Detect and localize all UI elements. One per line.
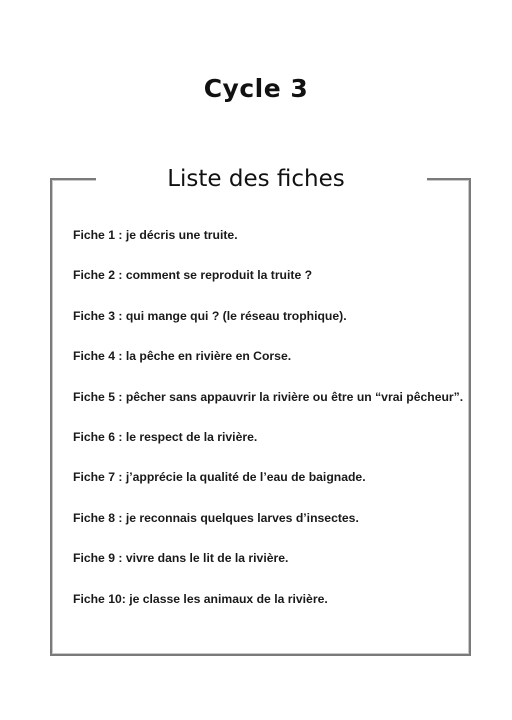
fiche-item-2: Fiche 2 : comment se reproduit la truite ?	[73, 268, 313, 283]
fiche-item-1: Fiche 1 : je décris une truite.	[73, 228, 238, 242]
fiche-list	[73, 226, 493, 630]
fiche-list-heading: Liste des fiches	[167, 166, 345, 192]
fiche-item-8: Fiche 8 : je reconnais quelques larves d’insectes.	[73, 510, 359, 525]
frame-left-shadow	[52, 180, 53, 654]
fiche-item-3: Fiche 3 : qui mange qui ? (le réseau trophique).	[73, 308, 347, 323]
frame-bottom-shadow	[52, 653, 469, 654]
fiche-item-6: Fiche 6 : le respect de la rivière.	[73, 429, 258, 444]
fiche-item-7: Fiche 7 : j’apprécie la qualité de l’eau de baignade.	[73, 470, 366, 485]
fiche-item-9: Fiche 9 : vivre dans le lit de la rivière.	[73, 551, 289, 566]
fiche-item-10: Fiche 10: je classe les animaux de la rivière.	[73, 591, 328, 606]
page-title: Cycle 3	[203, 74, 309, 103]
fiche-item-4: Fiche 4 : la pêche en rivière en Corse.	[73, 349, 292, 364]
fiche-item-5: Fiche 5 : pêcher sans appauvrir la rivière ou être un “vrai pêcheur”.	[73, 389, 464, 404]
frame-bottom-border	[50, 654, 471, 656]
